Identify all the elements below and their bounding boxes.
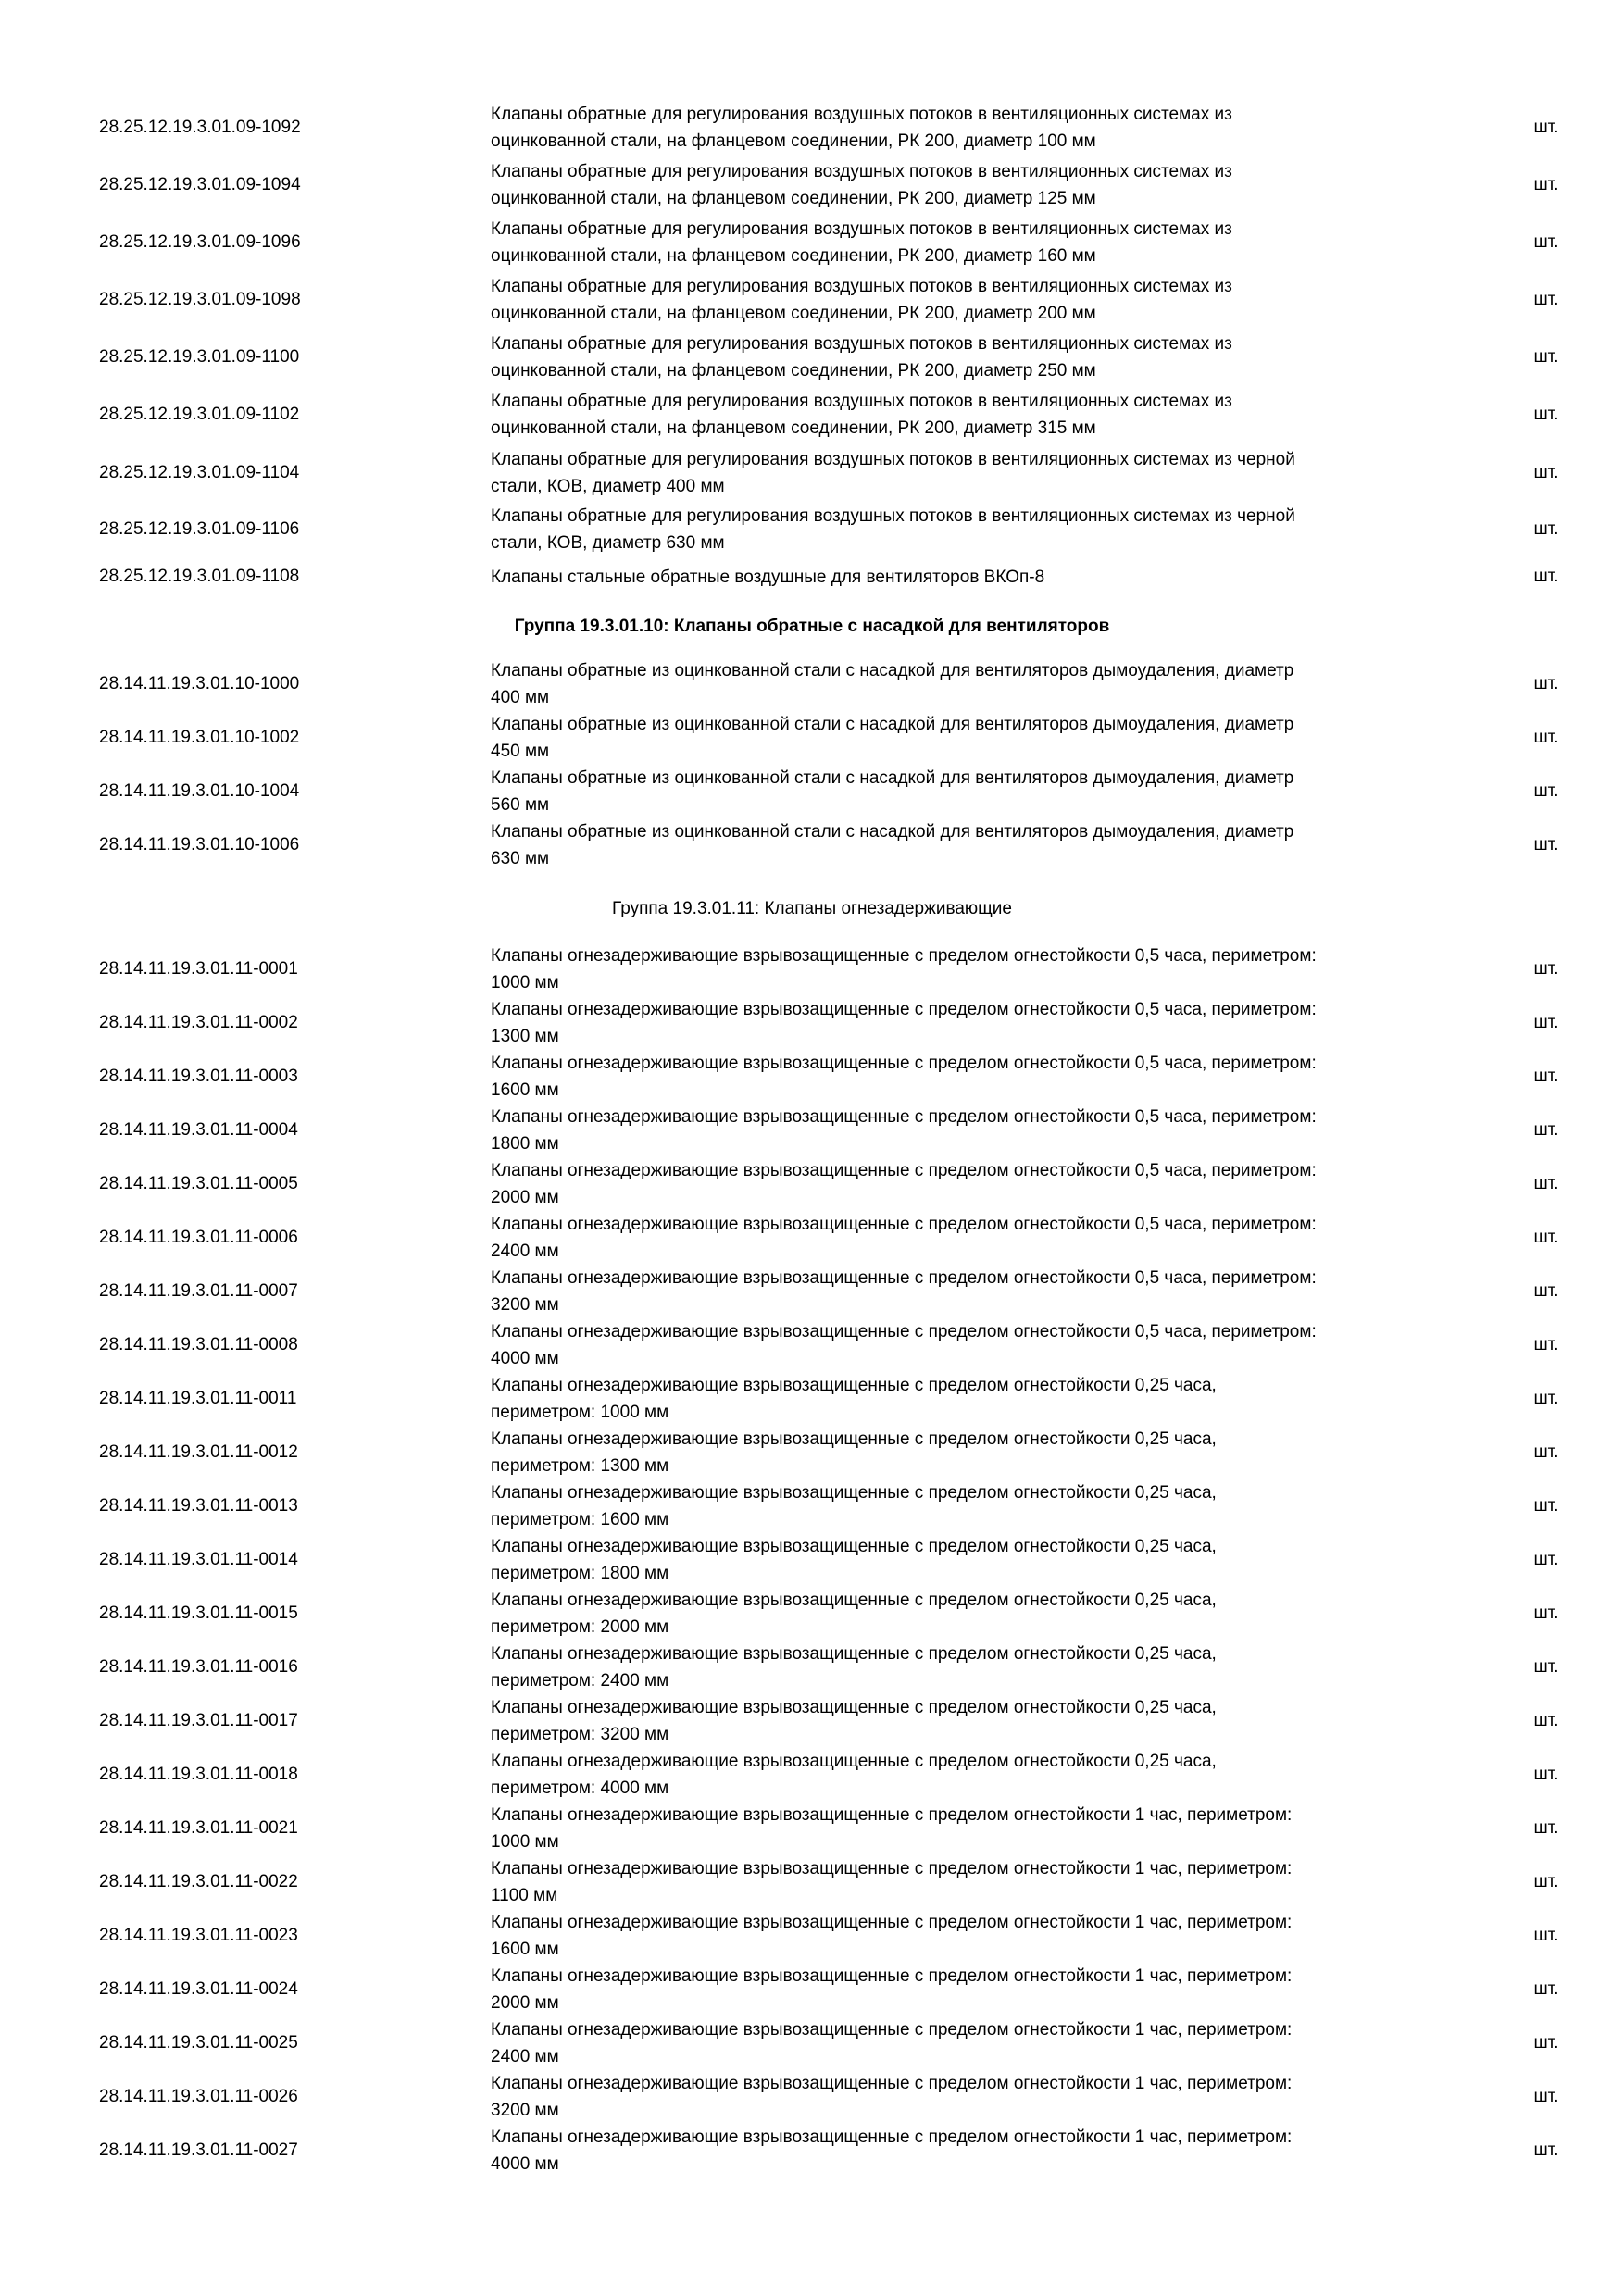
group-heading: Группа 19.3.01.10: Клапаны обратные с насадкой для вентиляторов: [514, 616, 1110, 636]
unit-label: шт.: [1533, 2086, 1559, 2106]
description-line: Клапаны обратные для регулирования воздушных потоков в вентиляционных системах из: [491, 392, 1232, 411]
description-line: Клапаны огнезадерживающие взрывозащищенные с пределом огнестойкости 0,5 часа, периметром:: [491, 1000, 1317, 1019]
description-line: оцинкованной стали, на фланцевом соединении, РК 200, диаметр 160 мм: [491, 246, 1096, 266]
table-row: [0, 996, 1624, 1049]
description-line: Клапаны огнезадерживающие взрывозащищенные с пределом огнестойкости 0,5 часа, периметром:: [491, 1268, 1317, 1288]
description-line: стали, КОВ, диаметр 400 мм: [491, 477, 725, 496]
unit-label: шт.: [1533, 727, 1559, 747]
unit-label: шт.: [1533, 834, 1559, 855]
table-row: [0, 1641, 1624, 1693]
resource-code: 28.14.11.19.3.01.11-0003: [99, 1066, 298, 1086]
unit-label: шт.: [1533, 232, 1559, 252]
description-line: периметром: 2000 мм: [491, 1617, 669, 1637]
table-row: [0, 1372, 1624, 1425]
description-line: Клапаны огнезадерживающие взрывозащищенные с пределом огнестойкости 0,25 часа,: [491, 1429, 1217, 1449]
resource-description: [491, 1802, 1454, 1855]
resource-description: [491, 1909, 1454, 1963]
resource-code: 28.25.12.19.3.01.09-1096: [99, 232, 301, 252]
resource-description: [491, 1211, 1454, 1265]
resource-description: [491, 1533, 1454, 1587]
description-line: Клапаны обратные для регулирования воздушных потоков в вентиляционных системах из: [491, 277, 1232, 296]
description-line: Клапаны огнезадерживающие взрывозащищенные с пределом огнестойкости 1 час, периметром:: [491, 1805, 1293, 1825]
description-line: 3200 мм: [491, 1295, 559, 1315]
unit-label: шт.: [1533, 1441, 1559, 1462]
description-line: Клапаны огнезадерживающие взрывозащищенные с пределом огнестойкости 0,25 часа,: [491, 1698, 1217, 1717]
resource-description: [491, 2070, 1454, 2124]
resource-code: 28.14.11.19.3.01.10-1004: [99, 780, 300, 801]
table-row: [0, 657, 1624, 710]
description-line: 630 мм: [491, 849, 550, 868]
description-line: 1300 мм: [491, 1027, 559, 1046]
resource-code: 28.14.11.19.3.01.11-0026: [99, 2086, 298, 2106]
unit-label: шт.: [1533, 1817, 1559, 1838]
table-row: [0, 818, 1624, 871]
table-row: [0, 1426, 1624, 1479]
description-line: Клапаны огнезадерживающие взрывозащищенные с пределом огнестойкости 0,25 часа,: [491, 1376, 1217, 1395]
description-line: Клапаны обратные из оцинкованной стали с насадкой для вентиляторов дымоудаления, диаметр: [491, 768, 1294, 788]
unit-label: шт.: [1533, 175, 1559, 194]
table-row: [0, 1318, 1624, 1371]
resource-code: 28.25.12.19.3.01.09-1106: [99, 519, 300, 539]
resource-description: [491, 1587, 1454, 1641]
resource-code: 28.14.11.19.3.01.11-0017: [99, 1710, 298, 1730]
description-line: Клапаны огнезадерживающие взрывозащищенные с пределом огнестойкости 1 час, периметром:: [491, 1913, 1293, 1932]
description-line: Клапаны огнезадерживающие взрывозащищенные с пределом огнестойкости 0,5 часа, периметром:: [491, 946, 1317, 966]
resource-code: 28.14.11.19.3.01.11-0008: [99, 1334, 298, 1354]
description-line: Клапаны огнезадерживающие взрывозащищенные с пределом огнестойкости 1 час, периметром:: [491, 2020, 1293, 2040]
description-line: Клапаны обратные для регулирования воздушных потоков в вентиляционных системах из: [491, 219, 1232, 239]
resource-code: 28.14.11.19.3.01.11-0024: [99, 1978, 298, 1999]
table-row: [0, 1157, 1624, 1210]
resource-description: [491, 273, 1454, 327]
description-line: 1800 мм: [491, 1134, 559, 1154]
table-row: [0, 2124, 1624, 2177]
resource-description: [491, 216, 1454, 269]
description-line: Клапаны огнезадерживающие взрывозащищенные с пределом огнестойкости 1 час, периметром:: [491, 1859, 1293, 1878]
unit-label: шт.: [1533, 1388, 1559, 1408]
resource-code: 28.14.11.19.3.01.11-0006: [99, 1227, 298, 1247]
unit-label: шт.: [1533, 405, 1559, 424]
table-row: [0, 2016, 1624, 2069]
table-row: [0, 1802, 1624, 1854]
group-heading: Группа 19.3.01.11: Клапаны огнезадерживающие: [612, 898, 1012, 918]
description-line: Клапаны огнезадерживающие взрывозащищенные с пределом огнестойкости 0,5 часа, периметром:: [491, 1161, 1317, 1180]
description-line: Клапаны обратные для регулирования воздушных потоков в вентиляционных системах из черной: [491, 450, 1295, 469]
description-line: 4000 мм: [491, 1349, 559, 1368]
resource-code: 28.14.11.19.3.01.11-0011: [99, 1388, 297, 1408]
unit-label: шт.: [1533, 290, 1559, 309]
resource-code: 28.14.11.19.3.01.11-0014: [99, 1549, 298, 1569]
unit-label: шт.: [1533, 519, 1559, 539]
table-row: [0, 558, 1624, 595]
resource-description: [491, 2016, 1454, 2070]
resource-description: [491, 818, 1454, 872]
resource-code: 28.14.11.19.3.01.10-1000: [99, 673, 300, 693]
resource-description: [491, 1855, 1454, 1909]
unit-label: шт.: [1533, 1280, 1559, 1301]
table-row: [0, 1694, 1624, 1747]
resource-description: [491, 158, 1454, 212]
unit-label: шт.: [1533, 1495, 1559, 1516]
unit-label: шт.: [1533, 1066, 1559, 1086]
resource-description: [491, 996, 1454, 1050]
resource-description: [491, 1050, 1454, 1104]
table-row: [0, 156, 1624, 214]
description-line: Клапаны огнезадерживающие взрывозащищенные с пределом огнестойкости 1 час, периметром:: [491, 2128, 1293, 2147]
description-line: Клапаны обратные из оцинкованной стали с насадкой для вентиляторов дымоудаления, диаметр: [491, 822, 1294, 842]
description-line: Клапаны огнезадерживающие взрывозащищенные с пределом огнестойкости 0,5 часа, периметром:: [491, 1215, 1317, 1234]
resource-code: 28.14.11.19.3.01.10-1002: [99, 727, 300, 747]
resource-code: 28.14.11.19.3.01.10-1006: [99, 834, 300, 855]
description-line: 2000 мм: [491, 1188, 559, 1207]
resource-code: 28.14.11.19.3.01.11-0016: [99, 1656, 298, 1677]
table-row: [0, 1479, 1624, 1532]
description-line: Клапаны огнезадерживающие взрывозащищенные с пределом огнестойкости 0,25 часа,: [491, 1483, 1217, 1503]
resource-description: [491, 1641, 1454, 1694]
table-row: [0, 501, 1624, 558]
unit-label: шт.: [1533, 1227, 1559, 1247]
resource-description: [491, 101, 1454, 155]
unit-label: шт.: [1533, 2032, 1559, 2053]
description-line: Клапаны огнезадерживающие взрывозащищенные с пределом огнестойкости 0,5 часа, периметром:: [491, 1322, 1317, 1341]
table-row: [0, 1587, 1624, 1640]
resource-code: 28.14.11.19.3.01.11-0025: [99, 2032, 298, 2053]
description-line: 1100 мм: [491, 1886, 558, 1905]
description-line: периметром: 4000 мм: [491, 1778, 669, 1798]
description-line: оцинкованной стали, на фланцевом соединении, РК 200, диаметр 250 мм: [491, 361, 1096, 381]
description-line: оцинкованной стали, на фланцевом соединении, РК 200, диаметр 200 мм: [491, 304, 1096, 323]
resource-description: [491, 388, 1454, 442]
table-row: [0, 214, 1624, 271]
resource-description: [491, 2124, 1454, 2177]
description-line: периметром: 1600 мм: [491, 1510, 669, 1529]
description-line: 1000 мм: [491, 1832, 559, 1852]
resource-code: 28.25.12.19.3.01.09-1092: [99, 118, 301, 137]
resource-description: [491, 1426, 1454, 1479]
unit-label: шт.: [1533, 673, 1559, 693]
resource-description: [491, 1963, 1454, 2016]
resource-description: [491, 446, 1454, 500]
resource-description: [491, 657, 1454, 711]
description-line: 560 мм: [491, 795, 550, 815]
unit-label: шт.: [1533, 463, 1559, 482]
description-line: Клапаны огнезадерживающие взрывозащищенные с пределом огнестойкости 0,25 часа,: [491, 1644, 1217, 1664]
description-line: 4000 мм: [491, 2154, 559, 2174]
table-row: [0, 2070, 1624, 2123]
unit-label: шт.: [1533, 1549, 1559, 1569]
description-line: Клапаны обратные для регулирования воздушных потоков в вентиляционных системах из черной: [491, 506, 1295, 526]
table-row: [0, 444, 1624, 502]
resource-description: [491, 1265, 1454, 1318]
description-line: Клапаны огнезадерживающие взрывозащищенные с пределом огнестойкости 1 час, периметром:: [491, 2074, 1293, 2093]
resource-code: 28.14.11.19.3.01.11-0023: [99, 1925, 298, 1945]
unit-label: шт.: [1533, 347, 1559, 367]
description-line: оцинкованной стали, на фланцевом соединении, РК 200, диаметр 125 мм: [491, 189, 1096, 208]
resource-code: 28.25.12.19.3.01.09-1098: [99, 290, 301, 309]
unit-label: шт.: [1533, 1710, 1559, 1730]
table-row: [0, 1265, 1624, 1317]
resource-code: 28.14.11.19.3.01.11-0007: [99, 1280, 298, 1301]
resource-code: 28.14.11.19.3.01.11-0002: [99, 1012, 298, 1032]
table-row: [0, 711, 1624, 764]
description-line: 1600 мм: [491, 1940, 559, 1959]
resource-description: [491, 1372, 1454, 1426]
resource-code: 28.25.12.19.3.01.09-1102: [99, 405, 300, 424]
resource-description: [491, 1104, 1454, 1157]
unit-label: шт.: [1533, 2140, 1559, 2160]
resource-code: 28.14.11.19.3.01.11-0012: [99, 1441, 298, 1462]
resource-code: 28.14.11.19.3.01.11-0018: [99, 1764, 298, 1784]
description-line: оцинкованной стали, на фланцевом соединении, РК 200, диаметр 315 мм: [491, 418, 1096, 438]
unit-label: шт.: [1533, 1119, 1559, 1140]
resource-code: 28.14.11.19.3.01.11-0021: [99, 1817, 298, 1838]
resource-description: [491, 765, 1454, 818]
description-line: 450 мм: [491, 742, 550, 761]
unit-label: шт.: [1533, 1012, 1559, 1032]
unit-label: шт.: [1533, 1334, 1559, 1354]
resource-code: 28.14.11.19.3.01.11-0013: [99, 1495, 298, 1516]
table-row: [0, 99, 1624, 156]
resource-description: [491, 711, 1454, 765]
table-row: [0, 1104, 1624, 1156]
table-row: [0, 1909, 1624, 1962]
unit-label: шт.: [1533, 1871, 1559, 1891]
resource-description: [491, 503, 1454, 556]
resource-code: 28.14.11.19.3.01.11-0001: [99, 958, 298, 979]
description-line: Клапаны огнезадерживающие взрывозащищенные с пределом огнестойкости 0,25 часа,: [491, 1752, 1217, 1771]
unit-label: шт.: [1533, 1925, 1559, 1945]
unit-label: шт.: [1533, 1764, 1559, 1784]
unit-label: шт.: [1533, 118, 1559, 137]
description-line: Клапаны обратные для регулирования воздушных потоков в вентиляционных системах из: [491, 162, 1232, 181]
unit-label: шт.: [1533, 780, 1559, 801]
description-line: периметром: 3200 мм: [491, 1725, 669, 1744]
unit-label: шт.: [1533, 1173, 1559, 1193]
description-line: Клапаны огнезадерживающие взрывозащищенные с пределом огнестойкости 1 час, периметром:: [491, 1966, 1293, 1986]
description-line: 400 мм: [491, 688, 550, 707]
description-line: стали, КОВ, диаметр 630 мм: [491, 533, 725, 553]
table-row: [0, 1533, 1624, 1586]
description-line: 2400 мм: [491, 1242, 559, 1261]
resource-description: [491, 1748, 1454, 1802]
resource-description: Клапаны стальные обратные воздушные для вентиляторов ВКОп-8: [491, 567, 1045, 587]
table-row: [0, 1211, 1624, 1264]
description-line: Клапаны обратные для регулирования воздушных потоков в вентиляционных системах из: [491, 105, 1232, 124]
resource-code: 28.14.11.19.3.01.11-0005: [99, 1173, 298, 1193]
resource-code: 28.25.12.19.3.01.09-1104: [99, 463, 300, 482]
resource-description: [491, 1694, 1454, 1748]
table-row: [0, 386, 1624, 443]
resource-description: [491, 942, 1454, 996]
description-line: Клапаны обратные для регулирования воздушных потоков в вентиляционных системах из: [491, 334, 1232, 354]
unit-label: шт.: [1533, 567, 1559, 586]
resource-description: [491, 1318, 1454, 1372]
table-row: [0, 1855, 1624, 1908]
resource-code: 28.25.12.19.3.01.09-1094: [99, 175, 301, 194]
resource-code: 28.25.12.19.3.01.09-1108: [99, 567, 300, 586]
resource-code: 28.14.11.19.3.01.11-0015: [99, 1603, 298, 1623]
description-line: периметром: 2400 мм: [491, 1671, 669, 1691]
description-line: 1600 мм: [491, 1080, 559, 1100]
resource-description: [491, 1479, 1454, 1533]
description-line: Клапаны огнезадерживающие взрывозащищенные с пределом огнестойкости 0,25 часа,: [491, 1591, 1217, 1610]
unit-label: шт.: [1533, 1603, 1559, 1623]
table-row: [0, 765, 1624, 817]
description-line: Клапаны огнезадерживающие взрывозащищенные с пределом огнестойкости 0,5 часа, периметром:: [491, 1054, 1317, 1073]
description-line: периметром: 1300 мм: [491, 1456, 669, 1476]
description-line: Клапаны огнезадерживающие взрывозащищенные с пределом огнестойкости 0,5 часа, периметром:: [491, 1107, 1317, 1127]
resource-description: [491, 331, 1454, 384]
unit-label: шт.: [1533, 958, 1559, 979]
description-line: 2400 мм: [491, 2047, 559, 2066]
unit-label: шт.: [1533, 1656, 1559, 1677]
table-row: [0, 942, 1624, 995]
table-row: [0, 1050, 1624, 1103]
resource-code: 28.14.11.19.3.01.11-0027: [99, 2140, 298, 2160]
resource-code: 28.25.12.19.3.01.09-1100: [99, 347, 300, 367]
description-line: 2000 мм: [491, 1993, 559, 2013]
description-line: 3200 мм: [491, 2101, 559, 2120]
description-line: оцинкованной стали, на фланцевом соединении, РК 200, диаметр 100 мм: [491, 131, 1096, 151]
description-line: Клапаны огнезадерживающие взрывозащищенные с пределом огнестойкости 0,25 часа,: [491, 1537, 1217, 1556]
description-line: Клапаны обратные из оцинкованной стали с насадкой для вентиляторов дымоудаления, диаметр: [491, 661, 1294, 680]
description-line: 1000 мм: [491, 973, 559, 992]
resource-code: 28.14.11.19.3.01.11-0004: [99, 1119, 298, 1140]
table-row: [0, 271, 1624, 329]
resource-code: 28.14.11.19.3.01.11-0022: [99, 1871, 298, 1891]
table-row: [0, 1963, 1624, 2015]
description-line: Клапаны обратные из оцинкованной стали с насадкой для вентиляторов дымоудаления, диаметр: [491, 715, 1294, 734]
resource-description: [491, 1157, 1454, 1211]
table-row: [0, 329, 1624, 386]
description-line: периметром: 1800 мм: [491, 1564, 669, 1583]
table-row: [0, 1748, 1624, 1801]
unit-label: шт.: [1533, 1978, 1559, 1999]
description-line: периметром: 1000 мм: [491, 1403, 669, 1422]
